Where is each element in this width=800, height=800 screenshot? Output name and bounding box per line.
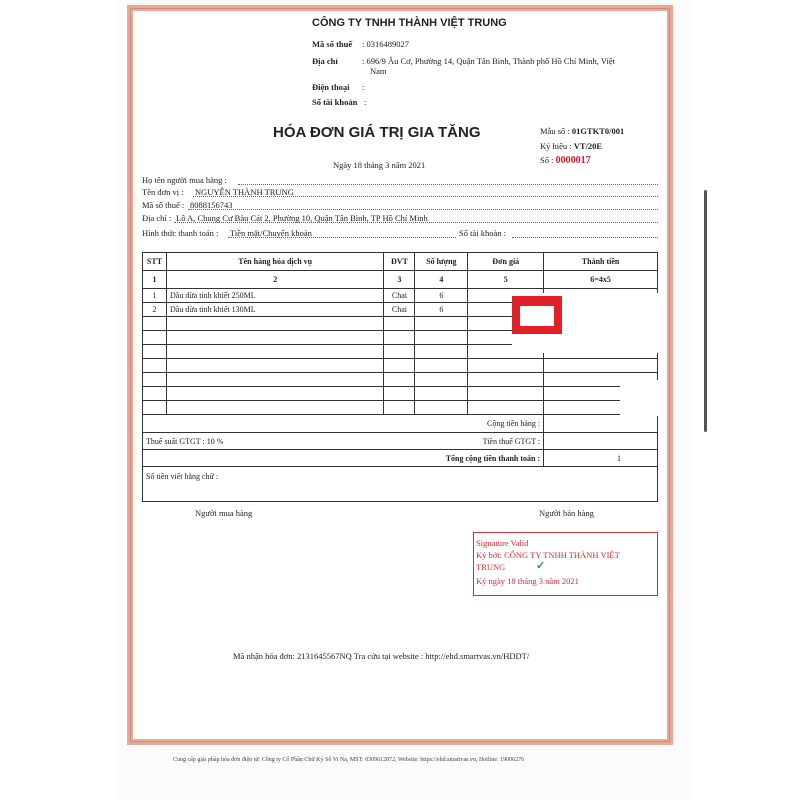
payment-method: Tiền mặt/Chuyển khoản [230,228,312,238]
cell: 6 [415,289,468,303]
amount-in-words-label: Số tiền viết bằng chữ : [143,467,658,502]
signature-by: Ký bởi: CÔNG TY TNHH THÀNH VIỆT TRUNG [476,550,620,572]
seller-tax: : 0316489027 [362,39,409,49]
col-header: Thành tiền [544,253,658,271]
vat-label: Tiền thuế GTGT : [415,433,544,450]
vat-rate: Thuế suất GTGT : 10 % [143,433,415,450]
cell: 2 [143,303,167,317]
buyer-addr: Lô A, Chung Cư Bàu Cát 2, Phường 10, Quận Tân Bình, TP Hồ Chí Minh [176,213,428,223]
symbol-label: Ký hiệu : [540,141,572,151]
scrollbar[interactable] [704,190,707,432]
empty-row [143,373,658,387]
buyer-acct-label: Số tài khoản : [459,228,506,238]
signature-date: Ký ngày 18 tháng 3 năm 2021 [476,576,579,586]
cell: 1 [143,289,167,303]
index-row [143,271,658,289]
invoice-date: Ngày 18 tháng 3 năm 2021 [333,160,426,170]
seller-acct-label: Số tài khoản [312,97,358,107]
form-number: 01GTKT0/001 [571,126,625,136]
seller-signer-label: Người bán hàng [539,508,594,518]
buyer-signer-label: Người mua hàng [195,508,253,518]
signature-status: Signature Valid [476,538,529,548]
invoice-number: 0000017 [555,155,591,166]
redaction [620,380,658,416]
seller-name: CÔNG TY TNHH THÀNH VIỆT TRUNG [312,17,507,29]
symbol: VT/20E [573,141,603,151]
items-table [142,252,658,502]
lookup-code: Mã nhận hóa đơn: 2131645567NQ Tra cứu tại website : http://ehd.smartvas.vn/HDDT/ [233,651,530,661]
form-label: Mẫu số : [540,126,570,136]
seller-acct: : [364,97,367,107]
seller-tax-label: Mã số thuế [312,39,353,49]
seller-phone: : [362,82,365,92]
index-cell: 2 [166,271,383,289]
check-icon: ✓ [536,560,546,572]
buyer-tax-label: Mã số thuế : [142,200,185,210]
seller-addr-label: Địa chỉ [312,56,338,66]
seller-addr: : 696/9 Âu Cơ, Phường 14, Quận Tân Bình, Thành phố Hồ Chí Minh, Việt [362,56,615,66]
col-header: ĐVT [384,253,415,271]
col-header: STT [143,253,167,271]
cell: Chai [384,289,415,303]
digital-signature-box [473,532,658,596]
col-header: Tên hàng hóa dịch vụ [166,253,383,271]
table-header [143,253,658,271]
buyer-unit-label: Tên đơn vị : [142,187,184,197]
index-cell: 1 [143,271,167,289]
invoice-title: HÓA ĐƠN GIÁ TRỊ GIA TĂNG [273,124,481,141]
cell: 6 [415,303,468,317]
seller-addr-2: Nam [370,66,387,76]
seller-phone-label: Điện thoại [312,82,350,92]
payment-label: Hình thức thanh toán : [142,228,219,238]
cell: Chai [384,303,415,317]
number-label: Số : [540,155,554,165]
total-label: Tổng cộng tiền thanh toán : [143,450,544,467]
empty-row [143,401,658,415]
buyer-tax: 8088156743 [190,200,233,210]
provider-footer: Cung cấp giải pháp hóa đơn điện tử: Công ty Cổ Phần Chữ Ký Số Vi Na, MST: 0309612872, Website: https://ehd.smartvas.vn, Hotline: 19006276 [173,757,525,763]
col-header: Số lượng [415,253,468,271]
empty-row [143,387,658,401]
buyer-name-label: Họ tên người mua hàng : [142,175,227,185]
col-header: Đơn giá [468,253,544,271]
subtotal-label: Cộng tiền hàng : [143,415,544,433]
index-cell: 4 [415,271,468,289]
index-cell: 6=4x5 [544,271,658,289]
index-cell: 3 [384,271,415,289]
index-cell: 5 [468,271,544,289]
cell: Dầu dừa tinh khiết 250ML [166,289,383,303]
buyer-addr-label: Địa chỉ : [142,213,172,223]
redaction-mark [512,296,562,334]
total-value: 1 [544,450,658,467]
cell: Dầu dừa tinh khiết 130ML [166,303,383,317]
empty-row [143,359,658,373]
buyer-unit: NGUYỄN THÀNH TRUNG [195,187,294,197]
